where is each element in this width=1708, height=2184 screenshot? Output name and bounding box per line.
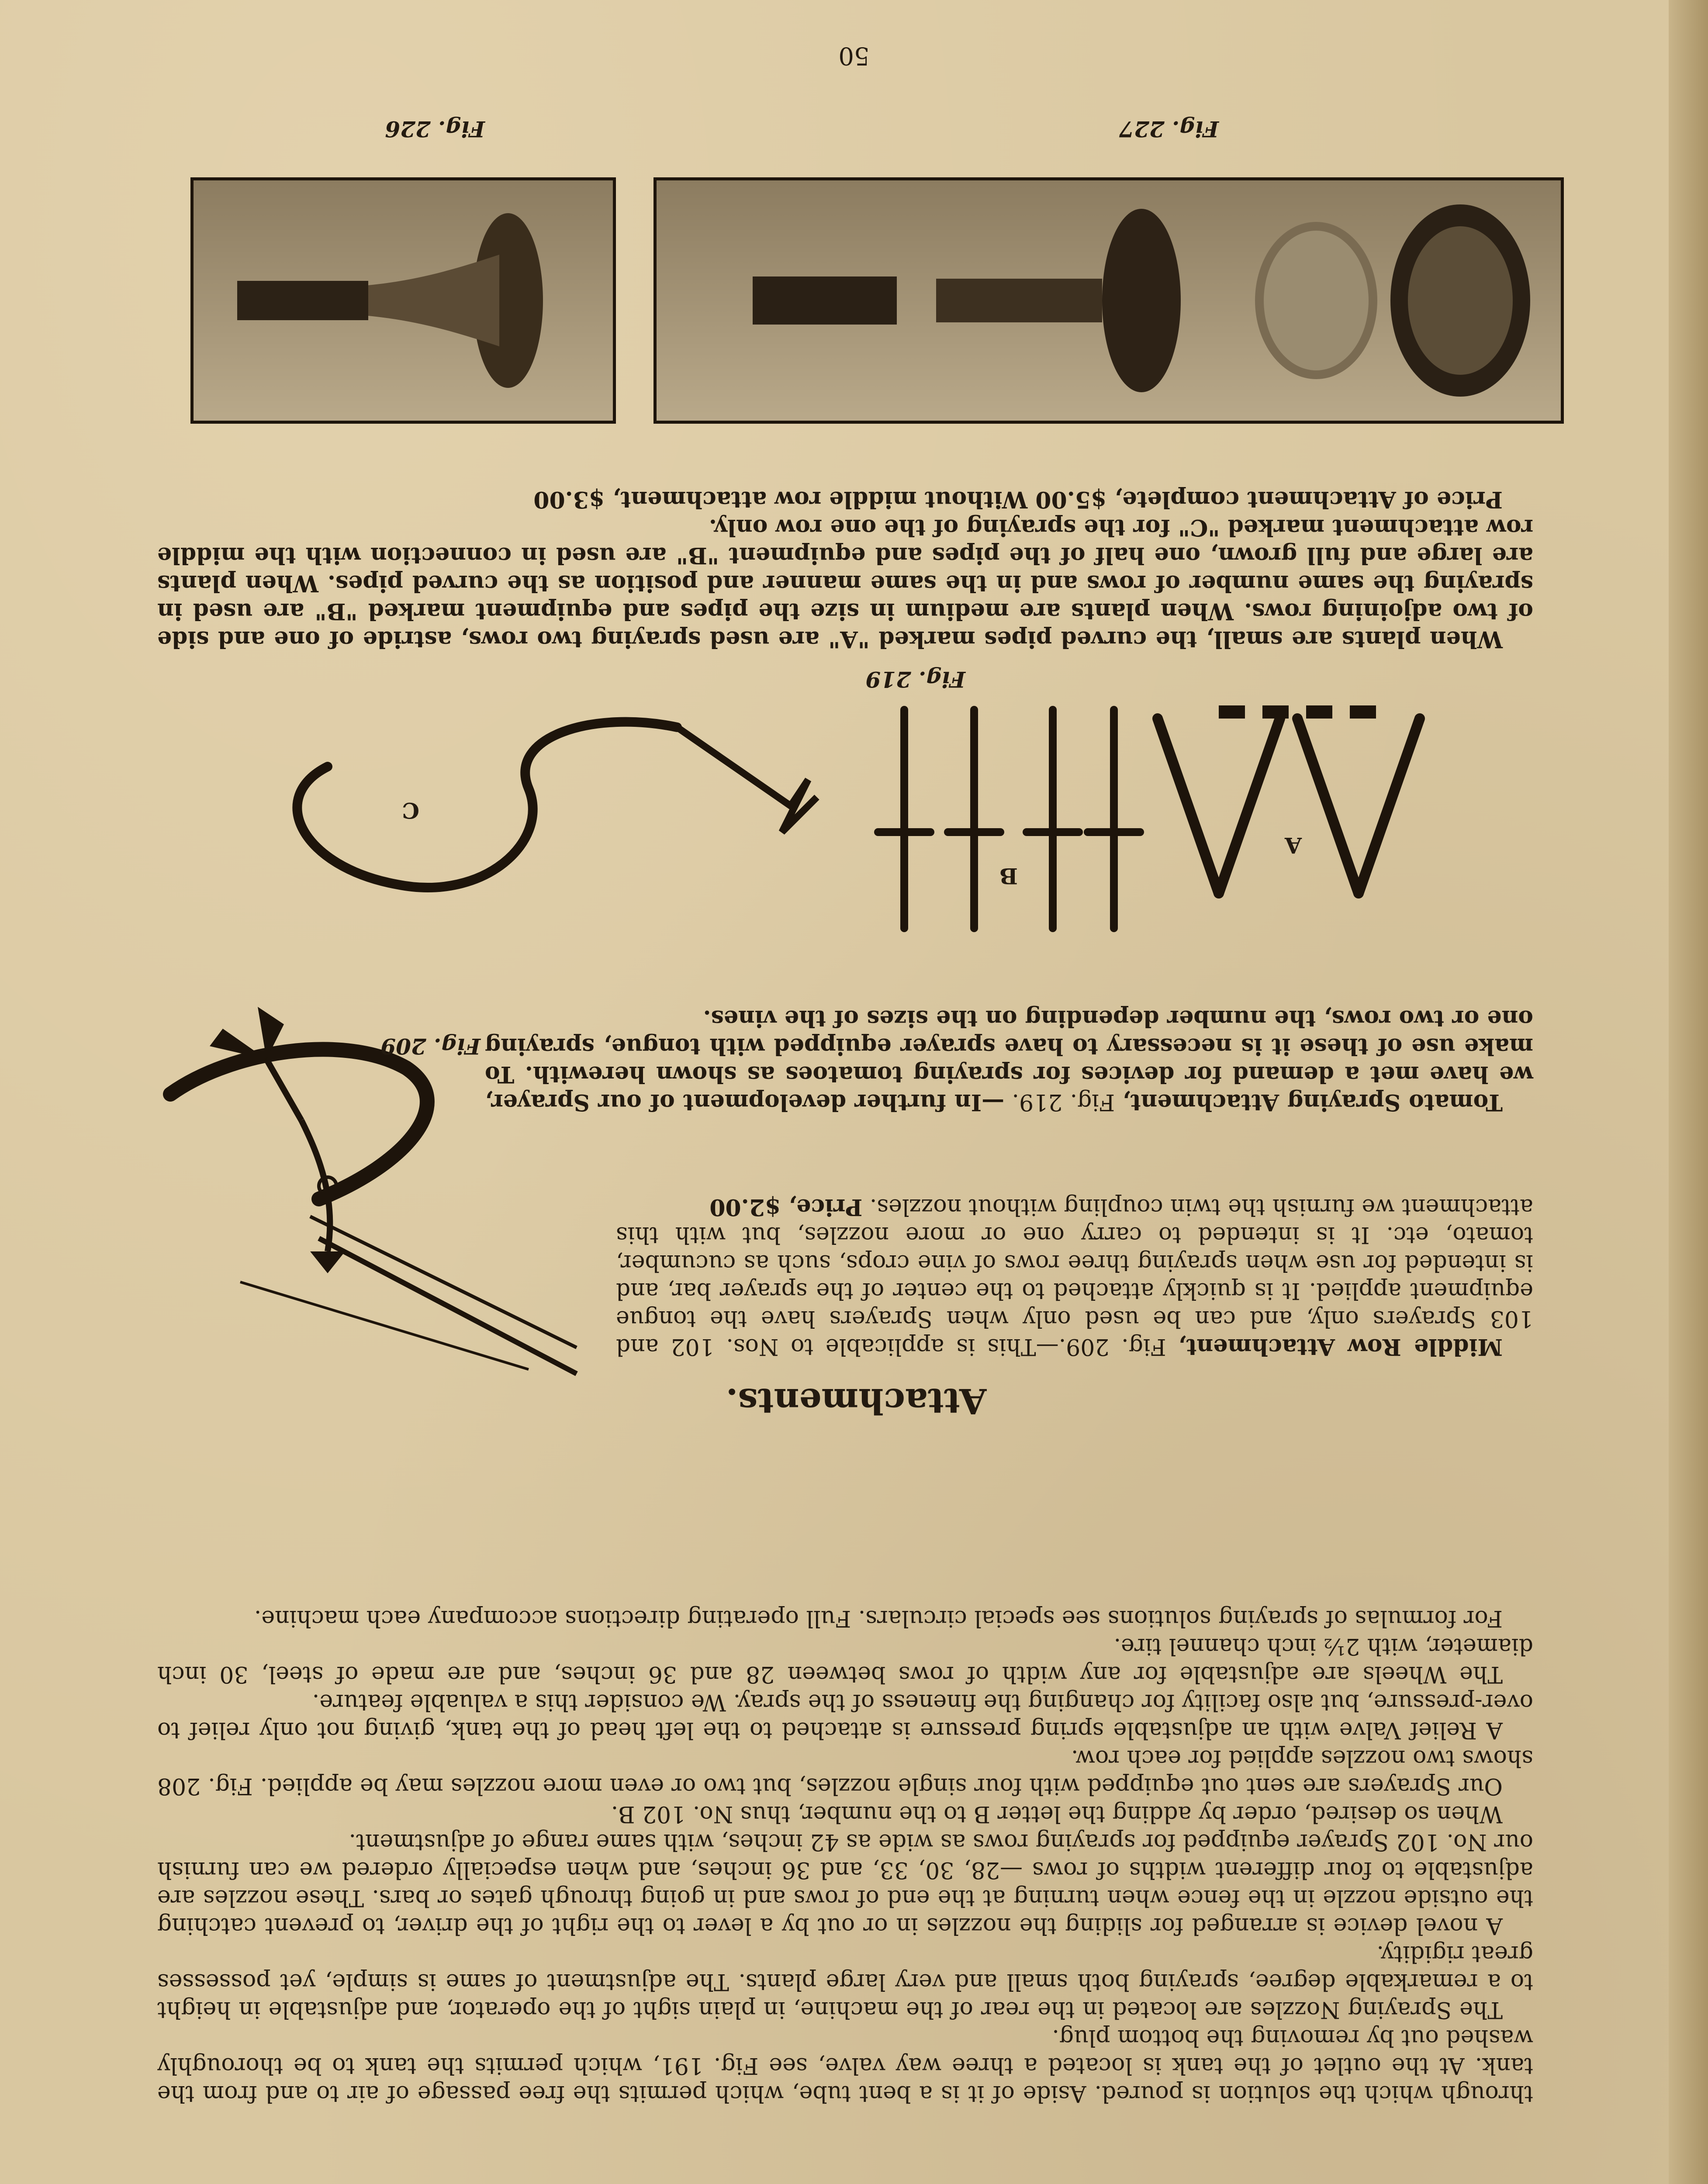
tomato-text — [485, 1004, 1533, 1116]
tomato-ref: Fig. 219. — [1012, 1089, 1115, 1115]
body-text-block — [157, 1604, 1533, 2108]
price-text: When plants are small, the curved pipes marked "A" are used spraying two rows, astride of one and side of two adjoining rows. When plants are medium in size the pipes and equipment marked "B" are used in spraying the same number of rows and in the same manner and position as the curved pipes. When plants are large and full grown, one half of the pipes and equipment "B" are used in connection with the middle row attachment marked "C" for the spraying of the one row only. — [157, 514, 1533, 653]
middle-row-body: Fig. 209.—This is applicable to Nos. 102 and 103 Sprayers only, and can be used only when Sprayers have the tongue equipment applied. It is quickly attached to the center of the sprayer bar, and is intended for use when spraying three rows of vine crops, such as cucumber, tomato, etc. It is intended to carry one or more nozzles, but with this attachment we furnish the twin coupling without nozzles. — [616, 1194, 1533, 1360]
fig-226-photo — [190, 177, 616, 424]
fig-209-label: Fig. 209 — [380, 1033, 481, 1059]
tomato-title: Tomato Spraying Attachment, — [1122, 1089, 1503, 1116]
attachments-heading: Attachments. — [726, 1381, 987, 1422]
fig-227-photo — [653, 177, 1564, 424]
body-paragraph-1: through which the solution is poured. Aside of it is a bent tube, which permits the free passage of air to and from the tank. At the outlet of the tank is located a three way valve, see Fig. 191, which permits the tank to be thoroughly washed out by removing the bottom plug. — [157, 2025, 1533, 2107]
body-paragraph-8: For formulas of spraying solutions see special circulars. Full operating directions accompany each machine. — [254, 1605, 1503, 1631]
fig-226-label: Fig. 226 — [385, 116, 485, 142]
middle-row-text — [616, 1193, 1533, 1361]
page-number: 50 — [838, 41, 870, 70]
body-paragraph-5: Our Sprayers are sent out equipped with four single nozzles, but two or even more nozzles may be applied. Fig. 208 shows two nozzles applied for each row. — [157, 1745, 1533, 1799]
body-paragraph-7: The Wheels are adjustable for any width of rows between 28 and 36 inches, and are made of steel, 30 inch diameter, with 2½ inch channel tire. — [157, 1633, 1533, 1687]
price-paragraph — [157, 485, 1533, 653]
tomato-body: —In further development of our Sprayer, we have met a demand for devices for spraying tomatoes as shown herewith. To make use of these it is necessary to have sprayer equipped with tongue, spraying one or two rows, the number depending on the sizes of the vines. — [485, 1005, 1533, 1116]
fig-219-label-a: A — [1285, 833, 1302, 858]
body-paragraph-4: When so desired, order by adding the letter B to the number, thus No. 102 B. — [611, 1801, 1503, 1827]
fig-219-label-c: C — [402, 798, 419, 823]
tomato-paragraph — [485, 1004, 1533, 1116]
body-paragraph-6: A Relief Valve with an adjustable spring pressure is attached to the left head of the tank, giving not only relief to over-pressure, but also facility for changing the fineness of the spray. We consider this a valuable feature. — [157, 1689, 1533, 1743]
middle-row-price: Price, $2.00 — [709, 1194, 863, 1220]
price-line: Price of Attachment complete, $5.00 Without middle row attachment, $3.00 — [533, 486, 1503, 513]
fig-227-label: Fig. 227 — [1119, 116, 1219, 142]
middle-row-paragraph — [616, 1193, 1533, 1361]
fig-219-label: Fig. 219 — [865, 667, 965, 692]
body-paragraph-2: The Spraying Nozzles are located in the rear of the machine, in plain sight of the operator, and adjustable in height to a remarkable degree, spraying both small and very large plants. The adjustment of same is simple, yet possesses great rigidity. — [157, 1941, 1533, 2023]
fig-219-illustration — [223, 692, 1446, 954]
body-paragraph-3: A novel device is arranged for sliding the nozzles in or out by a lever to the right of the driver, to prevent catching the outside nozzle in the fence when turning at the end of rows and in going through gates or bars. These nozzles are adjustable to four different widths of rows —28, 30, 33, and 36 inches, and when especially ordered we can furnish our No. 102 Sprayer equipped for spraying rows as wide as 42 inches, with same range of adjustment. — [157, 1829, 1533, 1939]
middle-row-title: Middle Row Attachment, — [1178, 1334, 1503, 1360]
fig-219-label-b: B — [999, 863, 1018, 889]
